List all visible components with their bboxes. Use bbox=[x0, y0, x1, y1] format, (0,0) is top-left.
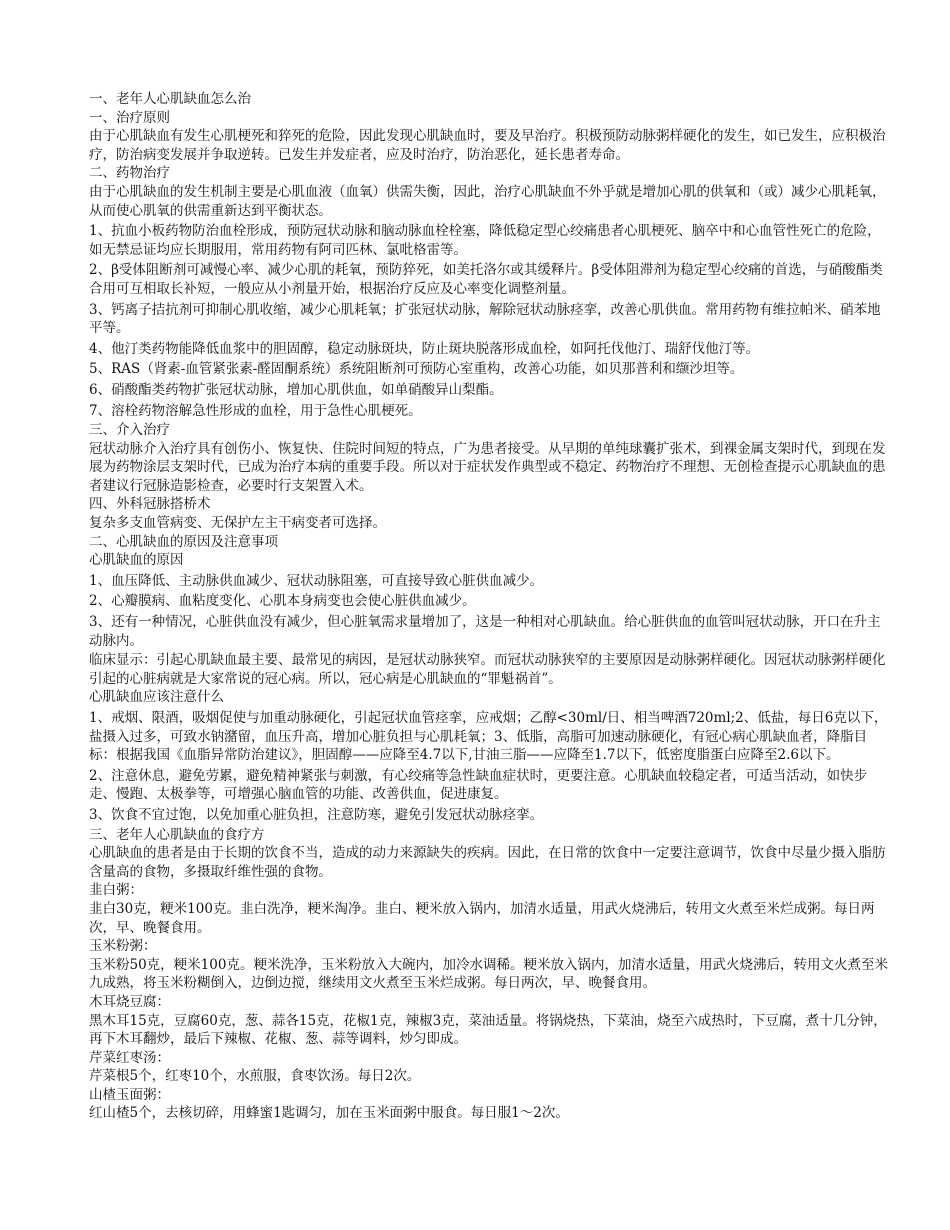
list-item: 2、心瓣膜病、血粘度变化、心肌本身病变也会使心脏供血减少。 bbox=[89, 593, 476, 610]
paragraph: 由于心肌缺血有发生心肌梗死和猝死的危险，因此发现心肌缺血时，要及早治疗。积极预防动脉粥样硬化的发生，如已发生，应积极治疗，防治病变发展并争取逆转。已发生并发症者，应及时治疗，防治恶化，延长患者寿命。 bbox=[89, 128, 886, 163]
list-item: 4、他汀类药物能降低血浆中的胆固醇，稳定动脉斑块，防止斑块脱落形成血栓，如阿托伐他汀、瑞舒伐他汀等。 bbox=[89, 340, 760, 357]
paragraph: 复杂多支血管病变、无保护左主干病变者可选择。 bbox=[89, 515, 386, 532]
section-heading: 一、治疗原则 bbox=[89, 109, 170, 126]
paragraph: 芹菜根5个，红枣10个，水煎服，食枣饮汤。每日2次。 bbox=[89, 1068, 421, 1085]
paragraph: 由于心肌缺血的发生机制主要是心肌血液（血氧）供需失衡，因此，治疗心肌缺血不外乎就是增加心肌的供氧和（或）减少心肌耗氧，从而使心肌氧的供需重新达到平衡状态。 bbox=[89, 183, 886, 219]
list-item: 1、戒烟、限酒，吸烟促使与加重动脉硬化，引起冠状血管痉挛，应戒烟；乙醇<30ml/日、相当啤酒720ml;2、低盐，每日6克以下，盐摄入过多，可致水钠潴留，血压升高，增加心脏负担与心肌耗氧；3、低脂，高脂可加速动脉硬化，有冠心病心肌缺血者，降脂目标：根据我国《血脂异常防治建议》，胆固醇——应降至4.7以下,甘油三脂——应降至1.7以下，低密度脂蛋白应降至2.6以下。 bbox=[89, 710, 888, 764]
list-item: 1、血压降低、主动脉供血减少、冠状动脉阻塞，可直接导致心脏供血减少。 bbox=[89, 572, 544, 589]
section-heading: 二、药物治疗 bbox=[89, 165, 170, 182]
paragraph: 韭白30克，粳米100克。韭白洗净，粳米淘净。韭白、粳米放入锅内，加清水适量，用武火烧沸后，转用文火煮至米烂成粥。每日两次，早、晚餐食用。 bbox=[89, 900, 875, 936]
document-body bbox=[89, 90, 889, 1123]
list-item: 7、溶栓药物溶解急性形成的血栓，用于急性心肌梗死。 bbox=[89, 402, 422, 419]
section-heading: 四、外科冠脉搭桥术 bbox=[89, 496, 211, 513]
list-item: 3、饮食不宜过饱，以免加重心脏负担，注意防寒，避免引发冠状动脉痉挛。 bbox=[89, 806, 544, 823]
paragraph: 红山楂5个，去核切碎，用蜂蜜1匙调匀，加在玉米面粥中服食。每日服1～2次。 bbox=[89, 1105, 569, 1122]
list-item: 2、β受体阻断剂可减慢心率、减少心肌的耗氧，预防猝死，如美托洛尔或其缓释片。β受体阻滞剂为稳定型心绞痛的首选，与硝酸酯类合用可互相取长补短，一般应从小剂量开始，根据治疗反应及心率变化调整剂量。 bbox=[89, 262, 883, 297]
paragraph: 黑木耳15克，豆腐60克，葱、蒜各15克，花椒1克，辣椒3克，菜油适量。将锅烧热，下菜油，烧至六成热时，下豆腐，煮十几分钟，再下木耳翻炒，最后下辣椒、花椒、葱、蒜等调料，炒匀即成。 bbox=[89, 1012, 887, 1048]
list-item: 3、还有一种情况，心脏供血没有减少，但心脏氧需求量增加了，这是一种相对心肌缺血。给心脏供血的血管叫冠状动脉，开口在升主动脉内。 bbox=[89, 614, 881, 649]
section-heading: 木耳烧豆腐： bbox=[89, 993, 170, 1010]
section-heading: 玉米粉粥： bbox=[89, 938, 157, 955]
section-heading: 三、老年人心肌缺血的食疗方 bbox=[89, 826, 265, 843]
section-heading: 三、介入治疗 bbox=[89, 422, 170, 439]
section-heading: 心肌缺血的原因 bbox=[89, 552, 184, 569]
paragraph: 临床显示：引起心肌缺血最主要、最常见的病因，是冠状动脉狭窄。而冠状动脉狭窄的主要原因是动脉粥样硬化。因冠状动脉粥样硬化引起的心脏病就是大家常说的冠心病。所以，冠心病是心肌缺血的“罪魁祸首”。 bbox=[89, 652, 886, 687]
section-heading: 二、心肌缺血的原因及注意事项 bbox=[89, 533, 278, 550]
list-item: 6、硝酸酯类药物扩张冠状动脉，增加心肌供血，如单硝酸异山梨酯。 bbox=[89, 381, 503, 398]
paragraph: 心肌缺血的患者是由于长期的饮食不当，造成的动力来源缺失的疾病。因此，在日常的饮食中一定要注意调节，饮食中尽量少摄入脂肪含量高的食物，多摄取纤维性强的食物。 bbox=[89, 845, 886, 880]
list-item: 2、注意休息，避免劳累，避免精神紧张与刺激，有心绞痛等急性缺血症状时，更要注意。心肌缺血较稳定者，可适当活动，如快步走、慢跑、太极拳等，可增强心脑血管的功能、改善供血，促进康复。 bbox=[89, 767, 868, 803]
paragraph: 冠状动脉介入治疗具有创伤小、恢复快、住院时间短的特点，广为患者接受。从早期的单纯球囊扩张术，到裸金属支架时代，到现在发展为药物涂层支架时代，已成为治疗本病的重要手段。所以对于症状发作典型或不稳定、药物治疗不理想、无创检查提示心肌缺血的患者建议行冠脉造影检查，必要时行支架置入术。 bbox=[89, 440, 886, 494]
paragraph: 玉米粉50克，粳米100克。粳米洗净，玉米粉放入大碗内，加冷水调稀。粳米放入锅内，加清水适量，用武火烧沸后，转用文火煮至米九成熟，将玉米粉糊倒入，边倒边搅，继续用文火煮至玉米烂成粥。每日两次，早、晚餐食用。 bbox=[89, 956, 888, 992]
list-item: 1、抗血小板药物防治血栓形成，预防冠状动脉和脑动脉血栓栓塞，降低稳定型心绞痛患者心肌梗死、脑卒中和心血管性死亡的危险，如无禁忌证均应长期服用，常用药物有阿司匹林、氯吡格雷等。 bbox=[89, 223, 881, 258]
section-heading: 一、老年人心肌缺血怎么治 bbox=[89, 91, 251, 107]
section-heading: 山楂玉面粥： bbox=[89, 1086, 170, 1103]
section-heading: 心肌缺血应该注意什么 bbox=[89, 689, 224, 706]
list-item: 5、RAS（肾素-血管紧张素-醛固酮系统）系统阻断剂可预防心室重构，改善心功能，如贝那普利和缬沙坦等。 bbox=[89, 361, 744, 378]
list-item: 3、钙离子拮抗剂可抑制心肌收缩，减少心肌耗氧；扩张冠状动脉，解除冠状动脉痉挛，改善心肌供血。常用药物有维拉帕米、硝苯地平等。 bbox=[89, 301, 881, 337]
section-heading: 韭白粥： bbox=[89, 882, 143, 899]
section-heading: 芹菜红枣汤： bbox=[89, 1049, 170, 1066]
